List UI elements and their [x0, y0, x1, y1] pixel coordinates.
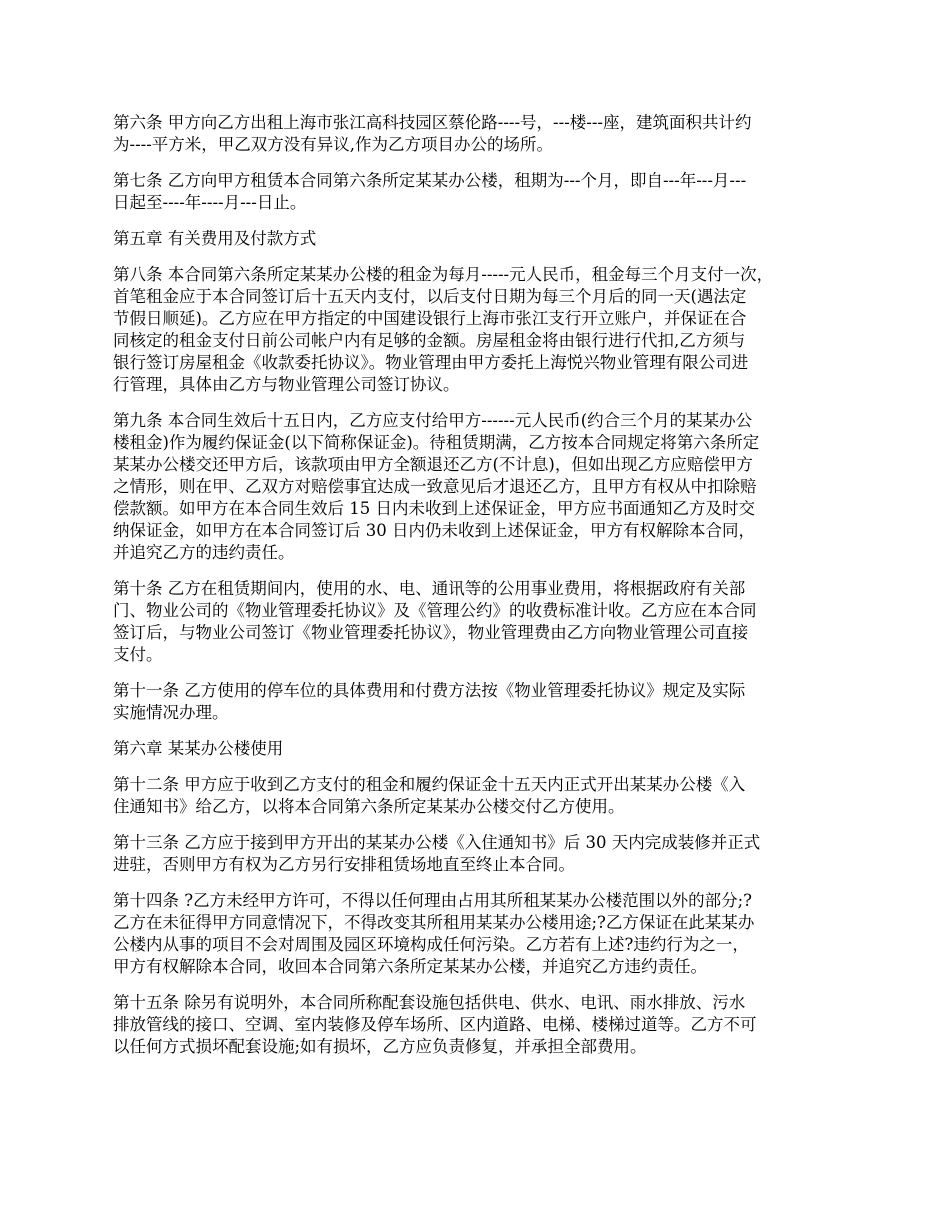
clause-11: 第十一条 乙方使用的停车位的具体费用和付费方法按《物业管理委托协议》规定及实际 实施情况办理。: [113, 681, 746, 722]
clause-14: 第十四条 ?乙方未经甲方许可，不得以任何理由占用其所租某某办公楼范围以外的部分;? 乙方在未征得甲方同意情况下，不得改变其所租用某某办公楼用途;?乙方保证在此某某办 公楼内从事的项目不会对周围及园区环境构成任何污染。乙方若有上述?违约行为之一， 甲方有权解除本合同，收回本合同第六条所定某某办公楼，并追究乙方违约责任。: [113, 891, 755, 976]
clause-7: 第七条 乙方向甲方租赁本合同第六条所定某某办公楼，租期为---个月，即自---年---月--- 日起至----年----月---日止。: [113, 171, 747, 212]
clause-10: 第十条 乙方在租赁期间内，使用的水、电、通讯等的公用事业费用，将根据政府有关部 门、物业公司的《物业管理委托协议》及《管理公约》的收费标准计收。乙方应在本合同 签订后，与物业公司签订《物业管理委托协议》，物业管理费由乙方向物业管理公司直接 支付。: [113, 579, 757, 664]
clause-9: 第九条 本合同生效后十五日内，乙方应支付给甲方------元人民币(约合三个月的某某办公 楼租金)作为履约保证金(以下简称保证金)。待租赁期满，乙方按本合同规定将第六条所定 某某办公楼交还甲方后，该款项由甲方全额退还乙方(不计息)，但如出现乙方应赔偿甲方 之情形，则在甲、乙双方对赔偿事宜达成一致意见后才退还乙方，且甲方有权从中扣除赔 偿款额。如甲方在本合同生效后 15 日内未收到上述保证金，甲方应书面通知乙方及时交 纳保证金，如甲方在本合同签订后 30 日内仍未收到上述保证金，甲方有权解除本合同， 并追究乙方的违约责任。: [113, 411, 760, 562]
chapter-5-heading: 第五章 有关费用及付款方式: [113, 229, 317, 248]
clause-15: 第十五条 除另有说明外，本合同所称配套设施包括供电、供水、电讯、雨水排放、污水 排放管线的接口、空调、室内装修及停车场所、区内道路、电梯、楼梯过道等。乙方不可 以任何方式损坏配套设施;如有损坏，乙方应负责修复，并承担全部费用。: [113, 993, 757, 1056]
document-page: [113, 112, 858, 1072]
clause-12: 第十二条 甲方应于收到乙方支付的租金和履约保证金十五天内正式开出某某办公楼《入 住通知书》给乙方，以将本合同第六条所定某某办公楼交付乙方使用。: [113, 775, 746, 816]
clause-6: 第六条 甲方向乙方出租上海市张江高科技园区蔡伦路----号，---楼---座，建筑面积共计约 为----平方米，甲乙双方没有异议,作为乙方项目办公的场所。: [113, 113, 752, 154]
clause-13: 第十三条 乙方应于接到甲方开出的某某办公楼《入住通知书》后 30 天内完成装修并正式 进驻，否则甲方有权为乙方另行安排租赁场地直至终止本合同。: [113, 833, 761, 874]
clause-8: 第八条 本合同第六条所定某某办公楼的租金为每月-----元人民币，租金每三个月支付一次， 首笔租金应于本合同签订后十五天内支付，以后支付日期为每三个月后的同一天(遇法定 节假日顺延)。乙方应在甲方指定的中国建设银行上海市张江支行开立账户，并保证在合 同核定的租金支付日前公司帐户内有足够的金额。房屋租金将由银行进行代扣,乙方须与 银行签订房屋租金《收款委托协议》。物业管理由甲方委托上海悦兴物业管理有限公司进 行管理，具体由乙方与物业管理公司签订协议。: [113, 265, 774, 394]
chapter-6-heading: 第六章 某某办公楼使用: [113, 739, 284, 758]
